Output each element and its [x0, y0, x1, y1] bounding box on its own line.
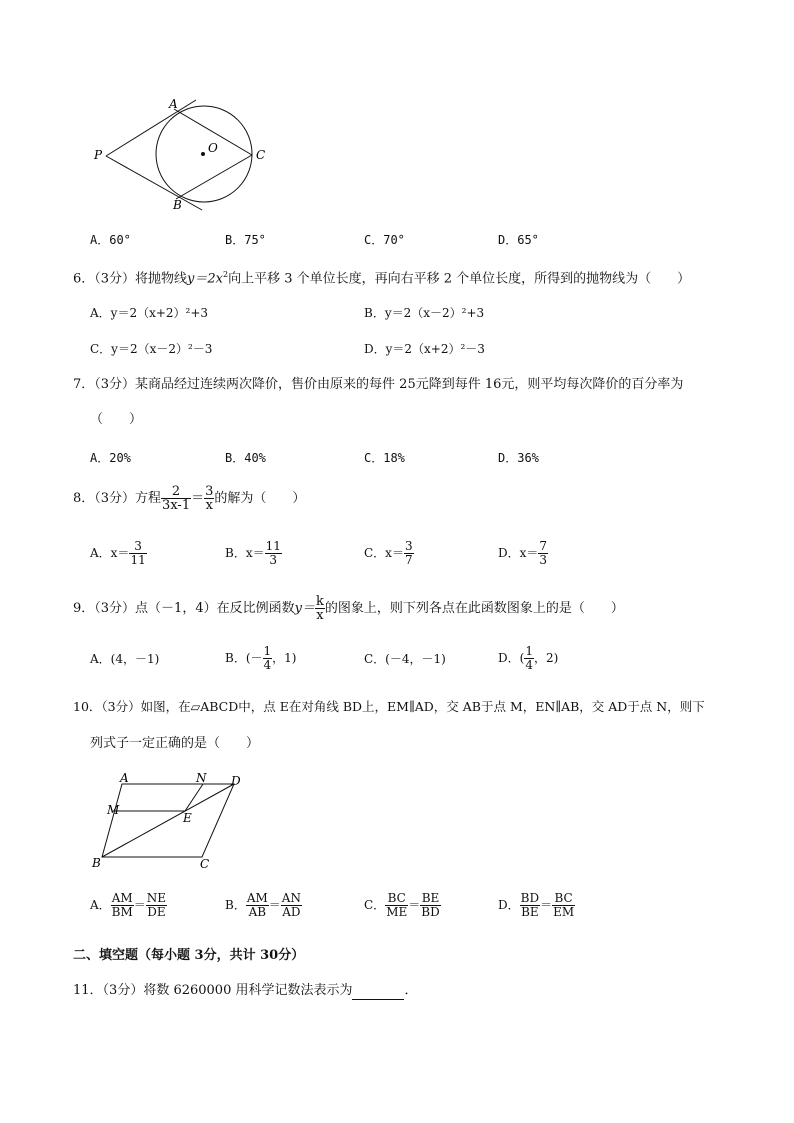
q6-function: y＝2x — [187, 271, 223, 287]
q10-stem-line1: 10．（3分）如图，在▱ABCD中，点 E在对角线 BD上，EM∥AD，交 AB于点 M，EN∥AB，交 AD于点 N，则下 — [73, 699, 705, 714]
label-e: E — [183, 811, 192, 825]
label-b: B — [173, 198, 182, 212]
circle-tangent-figure — [90, 95, 290, 215]
label-n: N — [196, 771, 207, 785]
q8-option-b: B．x＝ $\frac{11}{3}$ — [225, 539, 281, 567]
label-d: D — [231, 774, 241, 788]
q8-prefix: 8．（3分）方程 — [73, 491, 162, 506]
q8-fraction-1: $\frac{2}{3x-1}$ — [162, 484, 191, 513]
label-c: C — [256, 148, 266, 162]
q8-option-a: A．x＝ $\frac{3}{11}$ — [90, 539, 146, 567]
q11-text: 11．（3分）将数 6260000 用科学记数法表示为 — [73, 983, 353, 998]
q9-option-d: D．( $\frac{1}{4}$ ，2) — [498, 644, 559, 672]
q9-stem — [73, 595, 624, 622]
q11-answer-blank[interactable] — [352, 987, 404, 1000]
q7-option-d: D．36% — [498, 451, 539, 465]
parallelogram-figure — [88, 768, 258, 876]
q9-suffix: 的图象上，则下列各点在此函数图象上的是（ ） — [324, 601, 624, 616]
q7-option-b: B．40% — [225, 451, 266, 465]
q10-option-b: B． $\frac{AM}{AB}$ ＝ $\frac{AN}{AD}$ — [225, 891, 301, 919]
q8-fraction-2: $\frac{3}{x}$ — [205, 484, 214, 513]
tangent-pa — [106, 100, 196, 156]
q9-function: y＝ — [294, 601, 315, 616]
q9-fraction: $\frac{k}{x}$ — [315, 594, 324, 623]
label-m: M — [107, 803, 120, 817]
q5-option-a: A．60° — [90, 233, 131, 247]
section-2-title: 二、填空题（每小题 3分，共计 30分） — [73, 948, 305, 963]
q6-option-a: A．y＝2（x+2）²+3 — [90, 306, 209, 320]
q6-prefix: 6．（3分）将抛物线 — [73, 271, 188, 287]
label-a: A — [120, 771, 129, 785]
q7-option-c: C．18% — [364, 451, 405, 465]
q5-option-c: C．70° — [364, 233, 405, 247]
q8-equals: ＝ — [191, 491, 205, 506]
q10-stem-line2: 列式子一定正确的是（ ） — [90, 736, 260, 751]
q8-option-d: D．x＝ $\frac{7}{3}$ — [498, 539, 548, 567]
q10-option-d: D． $\frac{BD}{BE}$ ＝ $\frac{BC}{EM}$ — [498, 891, 575, 919]
q6-option-c: C．y＝2（x－2）²－3 — [90, 342, 213, 356]
q10-option-a: A． $\frac{AM}{BM}$ ＝ $\frac{NE}{DE}$ — [90, 891, 167, 919]
q6-suffix: 向上平移 3 个单位长度，再向右平移 2 个单位长度，所得到的抛物线为（ ） — [228, 271, 691, 287]
center-dot — [201, 152, 205, 156]
q6-option-d: D．y＝2（x+2）²－3 — [364, 342, 485, 356]
q6-option-b: B．y＝2（x－2）²+3 — [364, 306, 485, 320]
q8-option-c: C．x＝ $\frac{3}{7}$ — [364, 539, 413, 567]
q9-option-c: C．(－4，－1) — [364, 652, 446, 666]
label-b: B — [92, 856, 101, 870]
chord-bc — [176, 155, 252, 199]
tangent-pb — [106, 156, 202, 210]
q10-option-c: C． $\frac{BC}{ME}$ ＝ $\frac{BE}{BD}$ — [364, 891, 440, 919]
label-c: C — [200, 857, 210, 871]
q11-end: ． — [404, 983, 418, 998]
q7-stem-line2: （ ） — [90, 412, 143, 427]
q5-option-b: B．75° — [225, 233, 266, 247]
q7-option-a: A．20% — [90, 451, 131, 465]
q11-stem — [73, 982, 418, 1000]
q5-option-d: D．65° — [498, 233, 539, 247]
q8-stem — [73, 485, 305, 512]
q7-stem-line1: 7．（3分）某商品经过连续两次降价，售价由原来的每件 25元降到每件 16元，则平均每次降价的百分率为 — [73, 377, 684, 392]
diagonal-bd — [102, 784, 234, 857]
q8-suffix: 的解为（ ） — [214, 491, 306, 506]
q6-stem — [73, 266, 690, 288]
segment-ne — [185, 784, 203, 811]
q9-option-a: A．(4，－1) — [90, 652, 160, 666]
q9-option-b: B．(－ $\frac{1}{4}$ ，1) — [225, 644, 297, 672]
q6-exponent: 2 — [223, 270, 229, 279]
label-a: A — [169, 97, 178, 111]
label-o: O — [208, 141, 218, 155]
label-p: P — [94, 148, 103, 162]
q9-prefix: 9．（3分）点（－1，4）在反比例函数 — [73, 601, 295, 616]
